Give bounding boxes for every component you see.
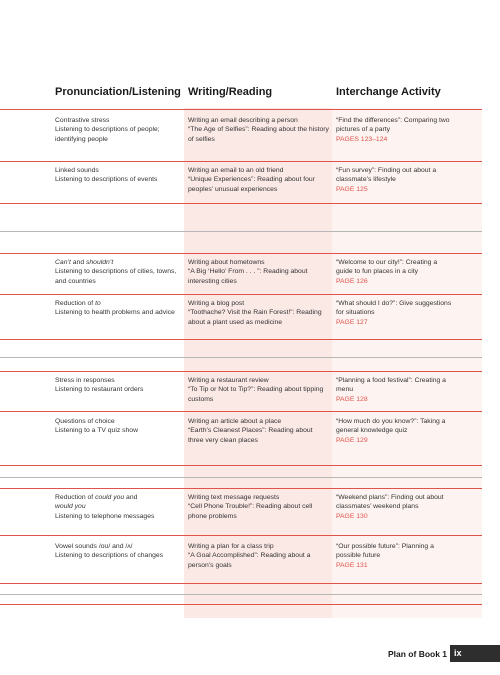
divider [0,294,482,295]
divider [0,411,482,412]
interchange-cell [336,166,454,194]
divider [0,339,482,340]
writing-cell [188,116,329,144]
divider [0,253,482,254]
reading-topic: “Toothache? Visit the Rain Forest!”: Reading about a plant used as medicine [188,309,322,326]
italic-term: could you [95,494,125,501]
interchange-activity: “Our possible future”: Planning a possible future [336,543,434,560]
reading-topic: “Earth’s Cleanest Places”: Reading about three very clean places [188,427,313,444]
pronunciation-cell [55,417,177,436]
writing-cell [188,376,329,404]
italic-term: shouldn’t [86,259,114,266]
page-reference[interactable]: PAGE 130 [336,512,368,520]
pronunciation-topic [55,299,177,308]
header-interchange: Interchange Activity [336,86,441,98]
divider [0,231,482,232]
connector-text: and [70,259,86,266]
interchange-activity: “Welcome to our city!”: Creating a guide to fun places in a city [336,259,438,276]
writing-cell [188,493,329,521]
listening-topic: Listening to descriptions of cities, towns, and countries [55,268,177,285]
listening-topic: Listening to restaurant orders [55,386,144,394]
divider [0,583,482,584]
interchange-cell [336,116,454,144]
listening-topic: Listening to descriptions of changes [55,552,164,560]
listening-topic: Listening to a TV quiz show [55,427,138,435]
interchange-cell [336,417,454,445]
interchange-activity: “What should I do?”: Give suggestions for situations [336,300,452,317]
header-writing: Writing/Reading [188,86,273,98]
writing-topic: Writing an article about a place [188,418,282,425]
listening-topic: Listening to descriptions of people; identifying people [55,126,160,143]
pronunciation-cell [55,116,177,144]
pronunciation-cell [55,166,177,185]
writing-topic: Writing a plan for a class trip [188,543,274,550]
writing-topic: Writing an email describing a person [188,117,298,124]
writing-cell [188,258,329,286]
writing-topic: Writing about hometowns [188,259,265,266]
header-pronunciation: Pronunciation/Listening [55,86,181,98]
writing-cell [188,299,329,327]
pronunciation-cell [55,299,177,318]
divider [0,604,482,605]
italic-term: to [95,300,101,307]
italic-term: Can’t [55,259,71,266]
page-reference[interactable]: PAGE 125 [336,185,368,193]
divider [0,535,482,536]
interchange-activity: “Fun survey”: Finding out about a classmate’s lifestyle [336,167,437,184]
interchange-activity: “Find the differences”: Comparing two pictures of a party [336,117,450,134]
page-reference[interactable]: PAGES 123–124 [336,135,388,143]
pronunciation-topic: Vowel sounds /oʊ/ and /ʌ/ [55,543,133,550]
page-reference[interactable]: PAGE 129 [336,436,368,444]
pronunciation-topic: Questions of choice [55,418,115,425]
interchange-cell [336,493,454,521]
divider [0,109,482,110]
interchange-activity: “Planning a food festival”: Creating a menu [336,377,446,394]
divider [0,371,482,372]
interchange-activity: “How much do you know?”: Taking a general knowledge quiz [336,418,446,435]
interchange-cell [336,258,454,286]
pronunciation-topic-cont [55,502,177,511]
divider [0,594,482,595]
pronunciation-cell [55,493,177,521]
writing-topic: Writing text message requests [188,494,280,501]
page-number: ix [454,648,462,658]
listening-topic: Listening to descriptions of events [55,176,158,184]
reading-topic: “To Tip or Not to Tip?”: Reading about tipping customs [188,386,324,403]
page-reference[interactable]: PAGE 128 [336,395,368,403]
reading-topic: “A Big ‘Hello’ From . . . ”: Reading about interesting cities [188,268,308,285]
pronunciation-cell [55,542,177,561]
listening-topic: Listening to health problems and advice [55,309,175,317]
pronunciation-topic: Stress in responses [55,377,115,384]
listening-topic: Listening to telephone messages [55,512,155,520]
interchange-activity: “Weekend plans”: Finding out about classmates’ weekend plans [336,494,444,511]
pronunciation-topic: Contrastive stress [55,117,110,124]
divider [0,203,482,204]
writing-cell [188,417,329,445]
footer-label: Plan of Book 1 [388,649,448,659]
divider [0,357,482,358]
reading-topic: “Unique Experiences”: Reading about four peoples’ unusual experiences [188,176,315,193]
italic-term: would you [55,503,86,511]
pronunciation-topic [55,493,177,502]
divider [0,477,482,478]
page-reference[interactable]: PAGE 131 [336,561,368,569]
pronunciation-cell [55,258,177,286]
interchange-cell [336,299,454,327]
reading-topic: “The Age of Selfies”: Reading about the history of selfies [188,126,329,143]
pronunciation-topic: Linked sounds [55,167,99,174]
divider [0,161,482,162]
interchange-cell [336,542,454,570]
writing-topic: Writing a restaurant review [188,377,269,384]
pronunciation-topic [55,258,177,267]
page-number-tab [450,645,500,662]
interchange-cell [336,376,454,404]
topic-text: Reduction of [55,300,96,307]
writing-cell [188,166,329,194]
writing-cell [188,542,329,570]
topic-text: Reduction of [55,494,96,501]
divider [0,488,482,489]
writing-topic: Writing a blog post [188,300,245,307]
page-reference[interactable]: PAGE 127 [336,318,368,326]
writing-topic: Writing an email to an old friend [188,167,284,174]
divider [0,465,482,466]
connector-text: and [124,494,138,501]
reading-topic: “A Goal Accomplished”: Reading about a person’s goals [188,552,311,569]
pronunciation-cell [55,376,177,395]
page-reference[interactable]: PAGE 126 [336,277,368,285]
reading-topic: “Cell Phone Trouble!”: Reading about cell phone problems [188,503,313,520]
